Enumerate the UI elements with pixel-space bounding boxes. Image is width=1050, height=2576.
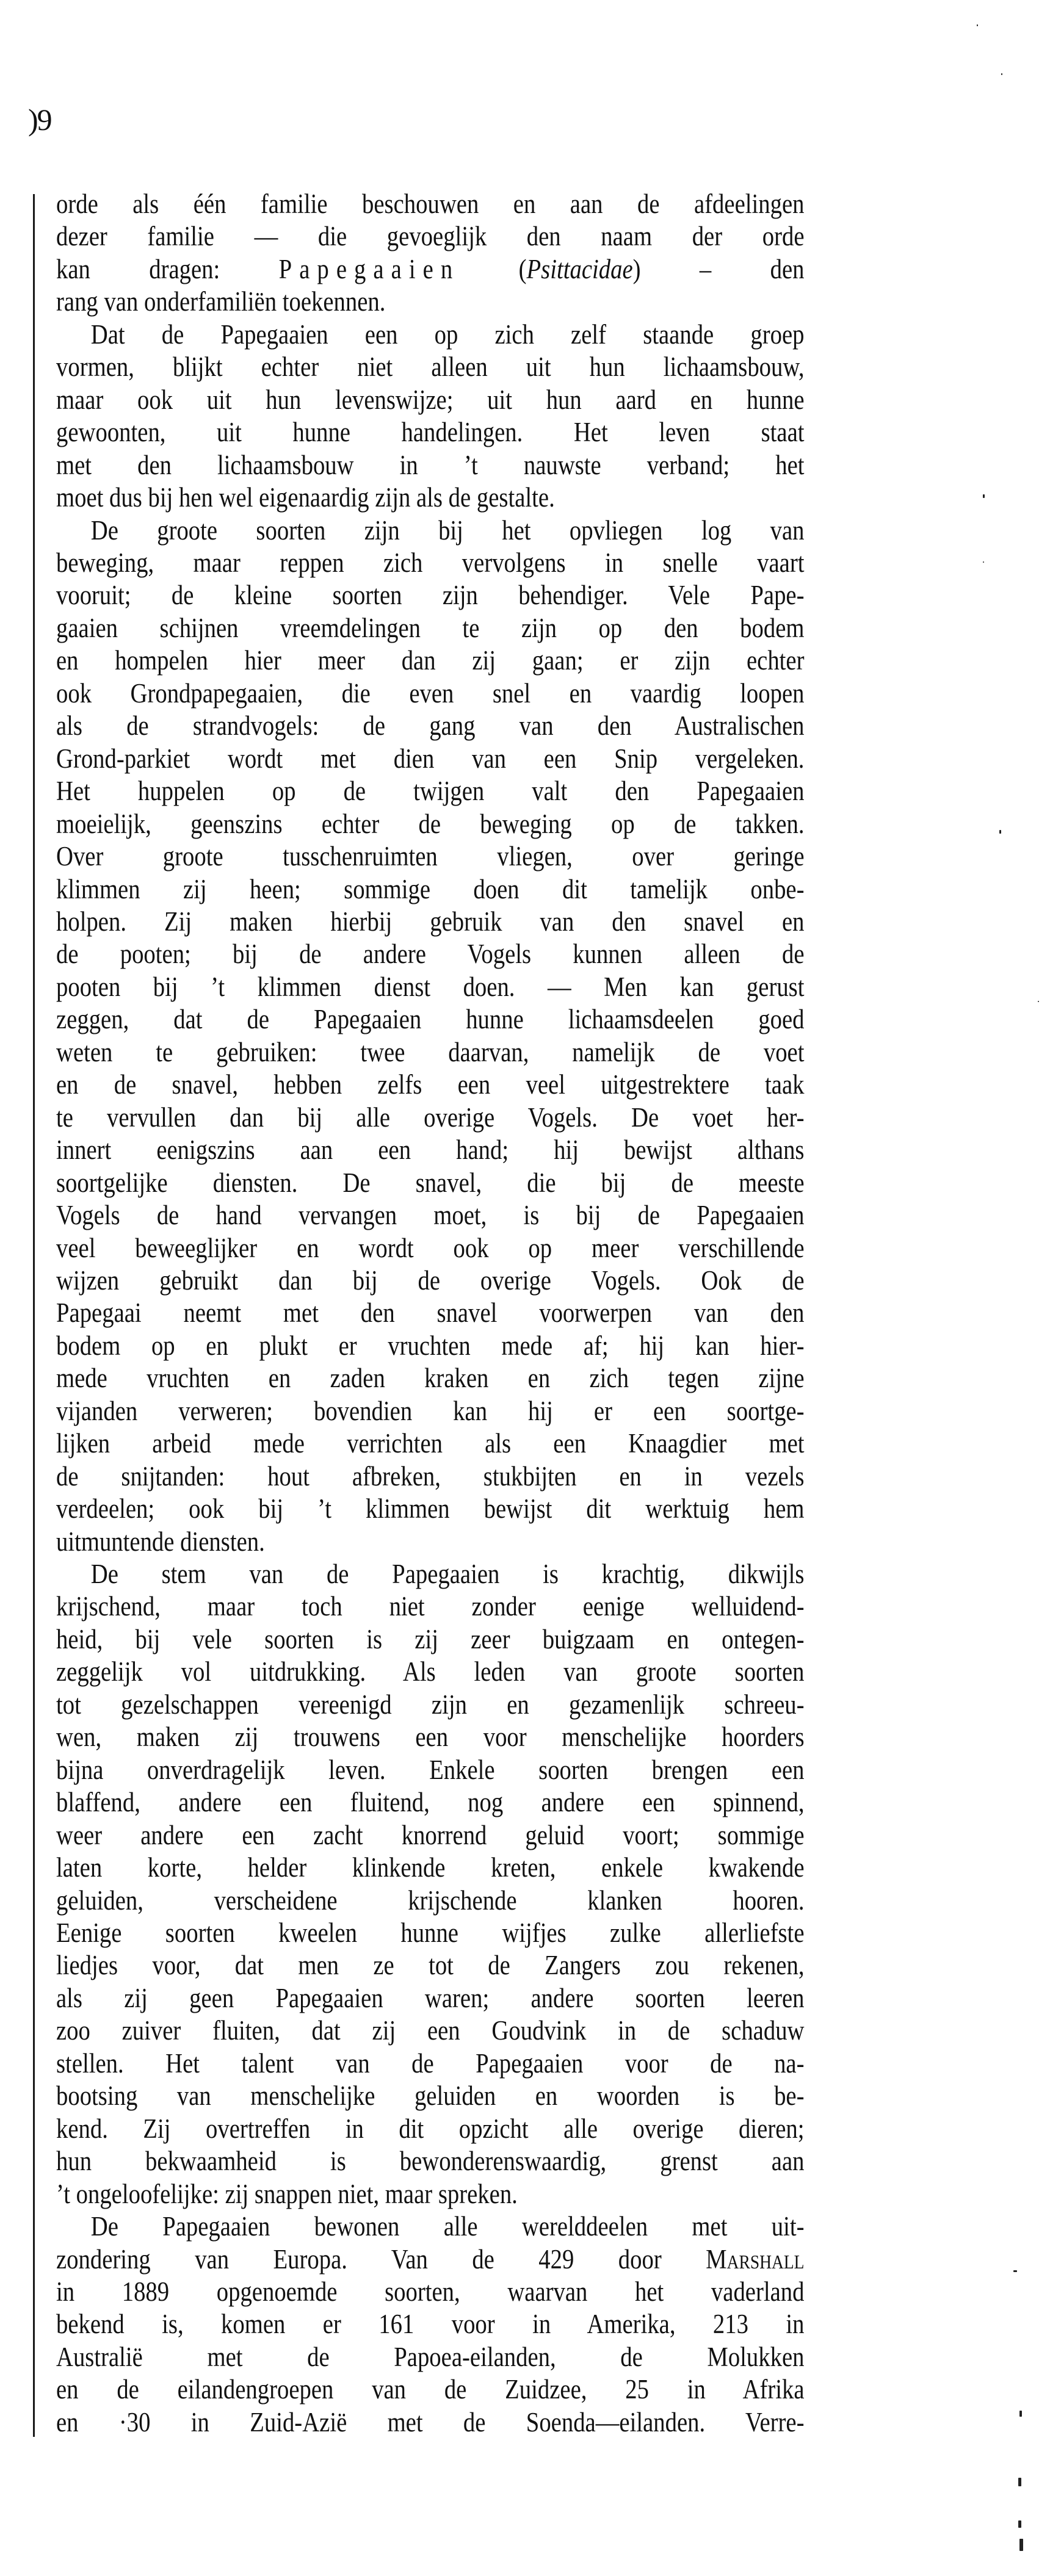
text-line: uitmuntende diensten.	[56, 1526, 265, 1557]
text-line: Over groote tusschenruimten vliegen, over geringe	[56, 841, 805, 872]
text-line: rang van onderfamiliën toekennen.	[56, 286, 386, 317]
text-line: wen, maken zij trouwens een voor menschelijke hoorders	[56, 1722, 805, 1753]
text-line: en ·30 in Zuid-Azië met de Soenda—eilanden. Verre-	[56, 2406, 805, 2437]
text-line: en de eilandengroepen van de Zuidzee, 25 in Afrika	[56, 2374, 805, 2405]
text-line: bekend is, komen er 161 voor in Amerika, 213 in	[56, 2309, 805, 2340]
scan-speck	[977, 24, 978, 26]
text-line: De stem van de Papegaaien is krachtig, dikwijls	[90, 1559, 805, 1590]
text-line: in 1889 opgenoemde soorten, waarvan het vaderland	[56, 2276, 805, 2307]
text-line: vooruit; de kleine soorten zijn behendiger. Vele Pape-	[56, 580, 805, 611]
text-line: lijken arbeid mede verrichten als een Knaagdier met	[56, 1428, 805, 1459]
text-line: krijschend, maar toch niet zonder eenige welluidend-	[56, 1591, 805, 1622]
scan-speck	[1001, 73, 1002, 75]
text-line: moet dus bij hen wel eigenaardig zijn als de gestalte.	[56, 482, 555, 513]
text-line: dezer familie — die gevoeglijk den naam der orde	[56, 221, 805, 252]
text-line: moeielijk, geenszins echter de beweging op de takken.	[56, 808, 805, 839]
scan-speck	[983, 561, 984, 563]
text-line: Vogels de hand vervangen moet, is bij de Papegaaien	[56, 1200, 805, 1231]
text-line: gaaien schijnen vreemdelingen te zijn op den bodem	[56, 612, 805, 643]
line-fragment: Psittacidae	[526, 253, 633, 284]
text-line: verdeelen; ook bij ’t klimmen bewijst dit werktuig hem	[56, 1493, 805, 1524]
text-line: bijna onverdragelijk leven. Enkele soorten brengen een	[56, 1754, 805, 1785]
text-line: Papegaai neemt met den snavel voorwerpen van den	[56, 1297, 805, 1329]
page-number: )9	[28, 103, 51, 137]
text-line: laten korte, helder klinkende kreten, enkele kwakende	[56, 1852, 805, 1883]
line-fragment: Marshall	[706, 2243, 805, 2275]
text-line: als de strandvogels: de gang van den Australischen	[56, 710, 805, 741]
text-line: ook Grondpapegaaien, die even snel en vaardig loopen	[56, 677, 805, 709]
text-line: weten te gebruiken: twee daarvan, namelijk de voet	[56, 1036, 805, 1067]
line-fragment: Papegaaien	[278, 253, 460, 284]
text-line: vormen, blijkt echter niet alleen uit hun lichaamsbouw,	[56, 352, 805, 383]
text-line: vijanden verweren; bovendien kan hij er een soortge-	[56, 1395, 805, 1426]
text-line: pooten bij ’t klimmen dienst doen. — Men kan gerust	[56, 971, 805, 1002]
line-fragment: ) – den	[632, 253, 805, 284]
text-line: tot gezelschappen vereenigd zijn en gezamenlijk schreeu-	[56, 1689, 805, 1720]
text-line: ’t ongeloofelijke: zij snappen niet, maar spreken.	[56, 2178, 518, 2209]
text-line: zeggelijk vol uitdrukking. Als leden van groote soorten	[56, 1656, 805, 1687]
text-line: liedjes voor, dat men ze tot de Zangers zou rekenen,	[56, 1950, 805, 1981]
text-line: zeggen, dat de Papegaaien hunne lichaamsdeelen goed	[56, 1004, 805, 1035]
line-fragment: kan dragen:	[56, 253, 279, 284]
text-line: mede vruchten en zaden kraken en zich tegen zijne	[56, 1363, 805, 1394]
scan-speck	[983, 494, 985, 498]
text-line: Australië met de Papoea-eilanden, de Molukken	[56, 2341, 805, 2372]
text-line: De Papegaaien bewonen alle werelddeelen met uit-	[90, 2211, 805, 2242]
text-line: kend. Zij overtreffen in dit opzicht alle overige dieren;	[56, 2113, 805, 2144]
text-line: De groote soorten zijn bij het opvliegen log van	[90, 514, 805, 546]
text-line: gewoonten, uit hunne handelingen. Het leven staat	[56, 417, 805, 448]
text-line: veel beweeglijker en wordt ook op meer verschillende	[56, 1232, 805, 1263]
text-line: Het huppelen op de twijgen valt den Papegaaien	[56, 776, 805, 807]
text-line: met den lichaamsbouw in ’t nauwste verband; het	[56, 449, 805, 480]
text-line: holpen. Zij maken hierbij gebruik van den snavel en	[56, 906, 805, 937]
text-line: soortgelijke diensten. De snavel, die bij de meeste	[56, 1167, 805, 1198]
text-line	[56, 2243, 805, 2276]
text-line: weer andere een zacht knorrend geluid voort; sommige	[56, 1819, 805, 1850]
text-line: en hompelen hier meer dan zij gaan; er zijn echter	[56, 645, 805, 676]
text-line: klimmen zij heen; sommige doen dit tamelijk onbe-	[56, 873, 805, 904]
text-line: wijzen gebruikt dan bij de overige Vogels. Ook de	[56, 1265, 805, 1296]
scan-speck	[999, 830, 1001, 834]
scan-speck	[1019, 2411, 1022, 2417]
text-line: heid, bij vele soorten is zij zeer buigzaam en ontegen-	[56, 1623, 805, 1654]
text-line: Grond-parkiet wordt met dien van een Snip vergeleken.	[56, 743, 805, 774]
text-line: blaffend, andere een fluitend, nog andere een spinnend,	[56, 1787, 805, 1818]
line-fragment: (	[460, 253, 527, 284]
text-line: innert eenigszins aan een hand; hij bewijst althans	[56, 1135, 805, 1166]
text-line: als zij geen Papegaaien waren; andere soorten leeren	[56, 1982, 805, 2013]
text-line: geluiden, verscheidene krijschende klanken hooren.	[56, 1885, 805, 1916]
text-line: maar ook uit hun levenswijze; uit hun aard en hunne	[56, 384, 805, 415]
text-line: Dat de Papegaaien een op zich zelf staande groep	[90, 319, 805, 350]
scan-speck	[1013, 2270, 1017, 2272]
text-line: bodem op en plukt er vruchten mede af; hij kan hier-	[56, 1330, 805, 1361]
text-line: orde als één familie beschouwen en aan de afdeelingen	[56, 189, 805, 219]
scan-speck	[1018, 2478, 1021, 2486]
scan-speck	[1018, 2520, 1021, 2528]
line-fragment: zondering van Europa. Van de 429 door	[56, 2243, 706, 2275]
text-line: de snijtanden: hout afbreken, stukbijten en in vezels	[56, 1460, 805, 1492]
scan-speck	[1019, 2539, 1023, 2551]
text-line: beweging, maar reppen zich vervolgens in snelle vaart	[56, 547, 805, 578]
margin-rule	[33, 194, 35, 2437]
scan-speck	[1038, 1001, 1039, 1002]
text-line: de pooten; bij de andere Vogels kunnen alleen de	[56, 939, 805, 970]
text-line: en de snavel, hebben zelfs een veel uitgestrektere taak	[56, 1069, 805, 1100]
text-column	[56, 188, 805, 2439]
text-line: Eenige soorten kweelen hunne wijfjes zulke allerliefste	[56, 1918, 805, 1949]
text-line: stellen. Het talent van de Papegaaien voor de na-	[56, 2047, 805, 2079]
text-line: bootsing van menschelijke geluiden en woorden is be-	[56, 2080, 805, 2112]
text-line: te vervullen dan bij alle overige Vogels. De voet her-	[56, 1102, 805, 1133]
text-line	[56, 253, 805, 286]
text-line: zoo zuiver fluiten, dat zij een Goudvink in de schaduw	[56, 2015, 805, 2046]
text-line: hun bekwaamheid is bewonderenswaardig, grenst aan	[56, 2146, 805, 2177]
